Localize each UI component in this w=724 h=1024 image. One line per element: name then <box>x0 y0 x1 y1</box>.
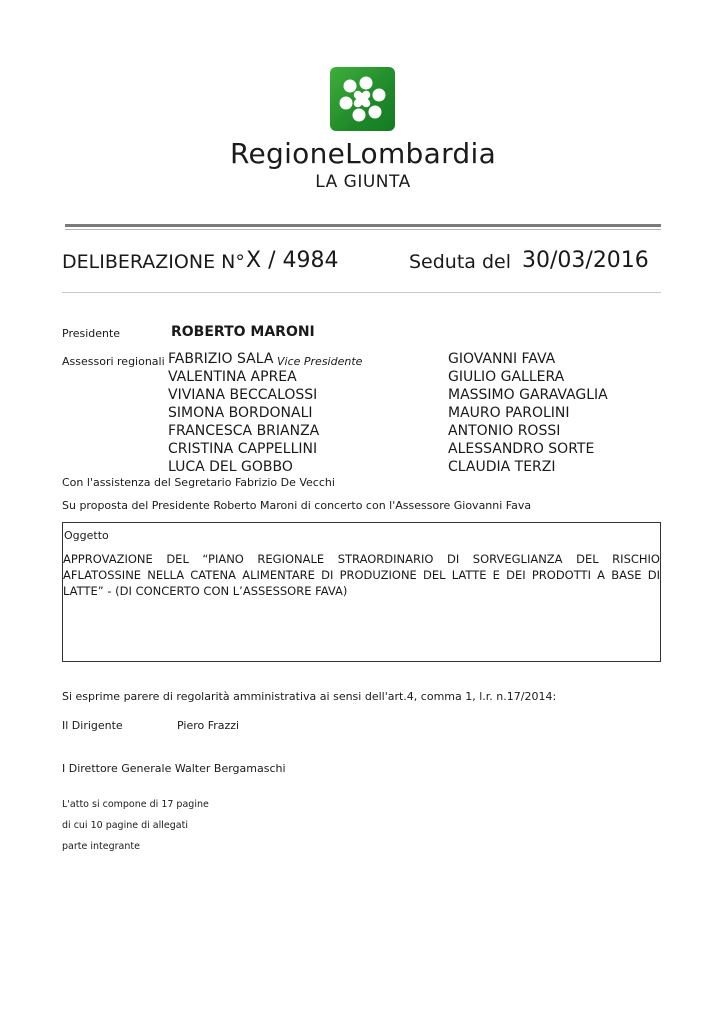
deliberazione-label: DELIBERAZIONE N° <box>62 251 245 273</box>
assessore-name: ANTONIO ROSSI <box>448 423 561 439</box>
assessore-name: VALENTINA APREA <box>168 369 297 385</box>
atto-pagine: L'atto si compone di 17 pagine <box>62 799 209 810</box>
assessore-name: GIOVANNI FAVA <box>448 351 556 367</box>
assessore-name: SIMONA BORDONALI <box>168 405 313 421</box>
rosa-camuna-icon <box>330 67 395 131</box>
brand-subtitle: LA GIUNTA <box>315 172 411 192</box>
brand-name: RegioneLombardia <box>229 137 497 170</box>
header-divider-thin <box>65 229 661 230</box>
atto-parte-integrante: parte integrante <box>62 841 140 852</box>
dirigente-label: Il Dirigente <box>62 719 123 732</box>
assessore-name: LUCA DEL GOBBO <box>168 459 293 475</box>
deliberazione-number: X / 4984 <box>246 248 339 273</box>
oggetto-label: Oggetto <box>64 529 109 542</box>
assessori-label: Assessori regionali <box>62 355 165 368</box>
regione-lombardia-logo <box>330 67 395 131</box>
assessore-name: MAURO PAROLINI <box>448 405 570 421</box>
atto-allegati: di cui 10 pagine di allegati <box>62 820 188 831</box>
assessore-name: GIULIO GALLERA <box>448 369 565 385</box>
assessore-name: CRISTINA CAPPELLINI <box>168 441 318 457</box>
assessore-name: ALESSANDRO SORTE <box>448 441 595 457</box>
header-divider <box>65 224 661 227</box>
dirigente-name: Piero Frazzi <box>177 719 240 732</box>
direttore-generale: I Direttore Generale Walter Bergamaschi <box>62 762 286 775</box>
section-divider <box>62 292 661 293</box>
vice-president-name: FABRIZIO SALA <box>168 351 274 367</box>
presidente-name: ROBERTO MARONI <box>171 324 315 340</box>
assessore-name: FRANCESCA BRIANZA <box>168 423 320 439</box>
seduta-label: Seduta del <box>409 251 512 273</box>
proposta-text: Su proposta del Presidente Roberto Maroni di concerto con l'Assessore Giovanni Fava <box>62 499 532 512</box>
segretario-assistenza: Con l'assistenza del Segretario Fabrizio De Vecchi <box>62 476 335 489</box>
oggetto-text: APPROVAZIONE DEL “PIANO REGIONALE STRAORDINARIO DI SORVEGLIANZA DEL RISCHIO AFLATOSSINE NELLA CATENA ALIMENTARE DI PRODUZIONE DEL LATTE E DEI PRODOTTI A BASE DI LATTE” - (DI CONCERTO CON L’ASSESSORE FAVA) <box>63 552 660 598</box>
parere-text: Si esprime parere di regolarità amministrativa ai sensi dell'art.4, comma 1, l.r. n.17/2014: <box>62 690 557 703</box>
presidente-label: Presidente <box>62 327 121 340</box>
assessore-name: CLAUDIA TERZI <box>448 459 556 475</box>
assessore-name: VIVIANA BECCALOSSI <box>168 387 318 403</box>
assessore-name: MASSIMO GARAVAGLIA <box>448 387 608 403</box>
seduta-date: 30/03/2016 <box>522 248 649 273</box>
vice-president-role: Vice Presidente <box>277 355 363 368</box>
